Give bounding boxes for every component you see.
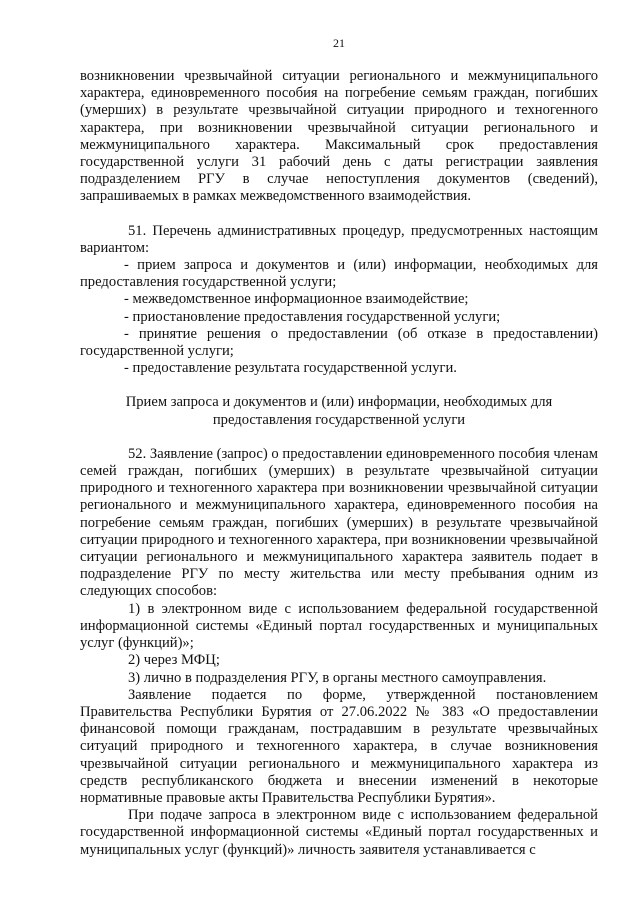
paragraph-51: 51. Перечень административных процедур, предусмотренных настоящим вариантом: — [80, 222, 598, 256]
spacer — [80, 377, 598, 394]
paragraph-intro: возникновении чрезвычайной ситуации регионального и межмуниципального характера, единовременного пособия на погребение семьям граждан, погибших (умерших) в результате чрезвычайной ситуации природного и техногенного характера, при возникновении чрезвычайной ситуации регионального и межмуниципального характера. Максимальный срок предоставления государственной услуги 31 рабочий день с даты регистрации заявления подразделением РГУ в случае непоступления документов (сведений), запрашиваемых в рамках межведомственного взаимодействия. — [80, 68, 598, 205]
section-heading: Прием запроса и документов и (или) информации, необходимых для предоставления государственной услуги — [125, 394, 553, 428]
paragraph-form: Заявление подается по форме, утвержденной постановлением Правительства Республики Бурятия от 27.06.2022 № 383 «О предоставлении финансовой помощи гражданам, пострадавшим в результате чрезвычайных ситуаций природного и техногенного характера, в случае возникновения чрезвычайной ситуации регионального и межмуниципального характера из средств республиканского бюджета и внесении изменений в некоторые нормативные правовые акты Правительства Республики Бурятия». — [80, 686, 598, 806]
list-item-51-3: - приостановление предоставления государственной услуги; — [124, 308, 501, 325]
list-item-52-3: 3) лично в подразделения РГУ, в органы местного самоуправления. — [128, 669, 547, 686]
list-item-51-4: - принятие решения о предоставлении (об отказе в предоставлении) государственной услуги; — [80, 325, 598, 360]
page-number: 21 — [333, 36, 345, 50]
paragraph-electronic: При подаче запроса в электронном виде с использованием федеральной государственной информационной системы «Единый портал государственных и муниципальных услуг (функций)» личность заявителя устанавливается с — [80, 807, 598, 858]
paragraph-52: 52. Заявление (запрос) о предоставлении единовременного пособия членам семей граждан, погибших (умерших) в результате чрезвычайной ситуации природного и техногенного характера при возникновении чрезвычайной ситуации регионального и межмуниципального характера, единовременного пособия на погребение семьям граждан, погибших (умерших) в результате чрезвычайной ситуации природного и техногенного характера, при возникновении чрезвычайной ситуации регионального и межмуниципального характера заявитель подает в подразделение РГУ по месту жительства или месту пребывания одним из следующих способов: — [80, 445, 598, 600]
spacer — [80, 206, 598, 223]
list-item-51-2: - межведомственное информационное взаимодействие; — [124, 291, 469, 308]
list-item-52-2: 2) через МФЦ; — [128, 652, 220, 669]
spacer — [80, 429, 598, 446]
list-item-51-5: - предоставление результата государственной услуги. — [124, 360, 457, 377]
list-item-52-1: 1) в электронном виде с использованием федеральной государственной информационной системы «Единый портал государственных и муниципальных услуг (функций)»; — [80, 600, 598, 652]
list-item-51-1: - прием запроса и документов и (или) информации, необходимых для предоставления государственной услуги; — [80, 257, 598, 291]
